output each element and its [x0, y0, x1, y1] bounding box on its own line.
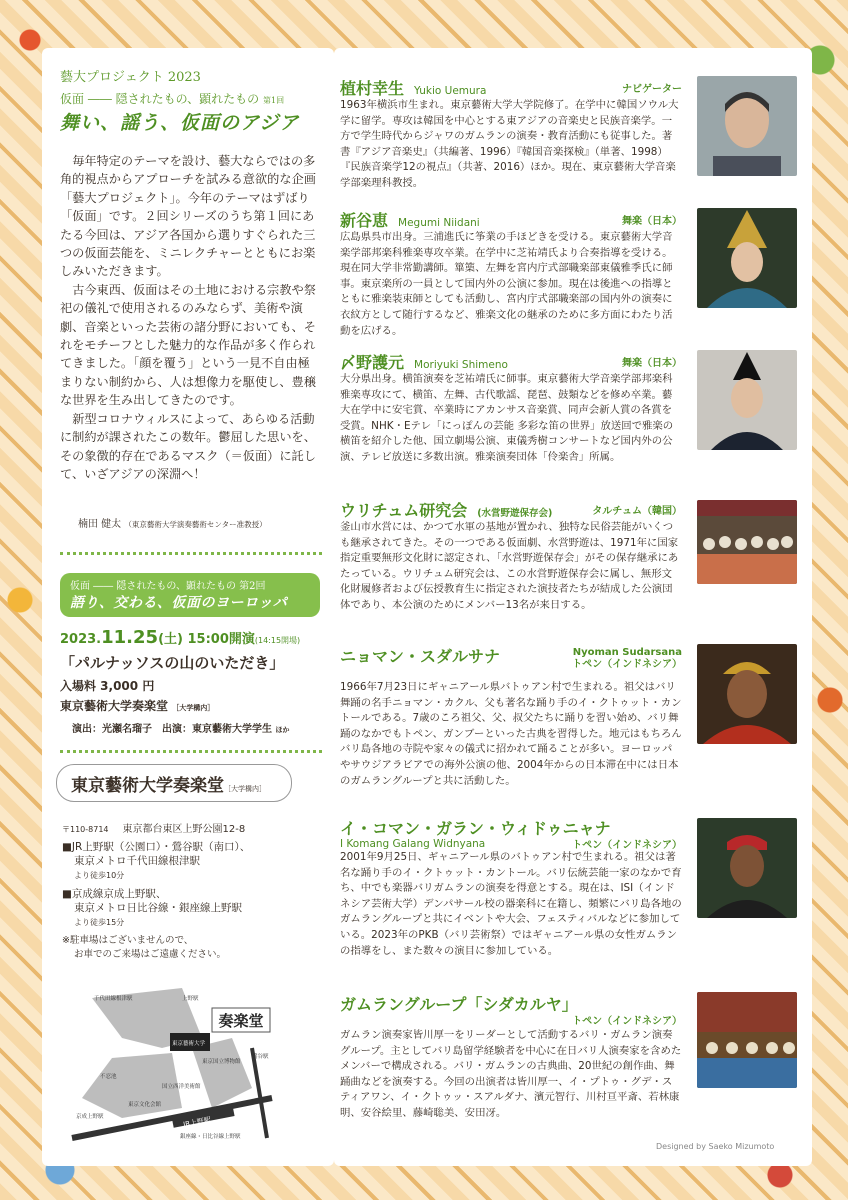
- intro-paragraph: 古今東西、仮面はその土地における宗教や祭祀の儀礼で使用されるのみならず、美術や演劇、音楽といった芸術の諸分野においても、それをモチーフとした魅力的な作品が多く作られてきました。「顔を覆う」という一見不自由極まりない制約から、人は想像力を駆使し、豊穣な世界を生み出してきたのです。: [60, 282, 316, 408]
- widnyana-photo: [697, 818, 797, 918]
- performer-shimeno: 〆野護元 Moriyuki Shimeno 舞楽（日本） 大分県出身。横笛演奏を芝祐靖氏に師事。東京藝術大学音楽学部邦楽科雅楽専攻にて、横笛、左舞、古代歌謡、琵琶、鼓類などを修め卒業。藝大在学中に安宅賞、卒業時にアカンサス音楽賞、同声会新人賞の各賞を受賞。NHK・Eテレ「にっぽんの芸能 多彩な笛の世界」放送回で雅楽の横笛を紹介した他、国立劇場公演、東儀秀樹コンサートなど国内外の公演、テレビ放送に多数出演。雅楽演奏団体「伶楽舎」所属。: [340, 353, 682, 463]
- performer-urichumu: ウリチュム研究会 (水営野遊保存会) タルチュム（韓国） 釜山市水営には、かつて水軍の基地が置かれ、独特な民俗芸能がいくつも継承されてきた。その一つである仮面劇、水営野遊は、1971年に国家指定重要無形文化財に認定され、「水営野遊保存会」がその保存継承にあたっている。ウリチュム研究会は、この水営野遊保存会に属し、無形文化財履修者および伝授教育生に指定された演技者たちが結成した公演団体であり、本公演のためにメンバー13名が来日する。: [340, 501, 682, 611]
- project-title: 藝大プロジェクト 2023: [60, 70, 201, 85]
- event-credits: 演出：光瀬名瑠子 出演：東京藝術大学学生 ほか: [72, 724, 290, 735]
- performer-widnyana: イ・コマン・ガラン・ウィドゥニャナ トペン（インドネシア） I Komang Galang Widnyana 2001年9月25日、ギャニアール県のバトゥアン村で生まれる。祖父は著名な踊り手のイ・クトゥット・カントール。バリ伝統芸能一家のなかで育ち、中でも楽器バリガムランの演奏を得意とする。現在は、ISI（インドネシア芸術大学）デンパサール校の器楽科に在籍し、頻繁にバリ島各地のガムラングループと共にイベントや大会、フェスティバルなどに参加している。2023年のPKB（バリ芸術祭）ではギャニアール県の女性ガムランの指導をし、また数々の演目に参加している。: [340, 819, 682, 957]
- map-label: 上野駅: [182, 996, 199, 1002]
- shimeno-photo: [697, 350, 797, 450]
- series-theme: 舞い、謡う、仮面のアジア: [60, 112, 300, 134]
- map-label: 銀座線・日比谷線上野駅: [180, 1134, 241, 1140]
- signature: 楠田 健太 （東京藝術大学演奏藝術センター准教授）: [78, 519, 267, 530]
- event-title: 「パルナッソスの山のいただき」: [60, 654, 285, 672]
- parking-note: ※駐車場はございませんので、 お車でのご来場はご遠慮ください。: [62, 935, 227, 960]
- event-venue: 東京藝術大学奏楽堂 ［大学構内］: [60, 699, 215, 713]
- sidakarya-photo: [697, 992, 797, 1088]
- venue-box: 東京藝術大学奏楽堂［大学構内］: [56, 764, 292, 802]
- event-fee: 入場料 3,000 円: [60, 679, 155, 693]
- series-subtitle: 仮面 ―― 隠されたもの、顕れたもの 第1回: [60, 92, 285, 106]
- access-info: [62, 840, 312, 962]
- next-event-banner: [60, 573, 320, 617]
- urichumu-photo: [697, 500, 797, 584]
- performer-sudarsana: ニョマン・スダルサナ Nyoman Sudarsana トペン（インドネシア） 1966年7月23日にギャニアール県バトゥアン村で生まれる。祖父はバリ舞踊の名手ニョマン・カクル、父も著名な踊り手のイ・クトゥット・カントールである。7歳のころ祖父、父、叔父たちに踊りを習い始め、バリ舞踊のなかでもトペン、ガンブーといった古典を習得した。地元はもちろんバリ島各地の寺院や家々の儀式に招かれて踊ることが多い。ヨーロッパやサウジアラビアでの海外公演の他、2004年からの日本滞在中には日本のガムラングループと共に活動した。: [340, 647, 682, 787]
- uemura-photo: [697, 76, 797, 176]
- performer-niidani: 新谷恵 Megumi Niidani 舞楽（日本） 広島県呉市出身。三浦進氏に筝業の手ほどきを受ける。東京藝術大学音楽学部邦楽科雅楽専攻卒業。在学中に芝祐靖氏より合奏指導を受ける。現在同大学非常勤講師。篳篥、左舞を宮内庁式部職楽部東儀雅季氏に師事。東京楽所の一員として国内外の公演に参加。現在は後進への指導とともに雅楽装束師としても活動し、宮内庁式部職楽部の国内外の演奏に衣紋方として随行するなど、雅楽文化の継承のために多方面にわたり活動を広げる。: [340, 211, 682, 337]
- access-item: ■京成線京成上野駅、 東京メトロ日比谷線・銀座線上野駅 より徒歩15分: [62, 888, 242, 927]
- map-label: 千代田線根津駅: [94, 996, 133, 1002]
- access-item: ■JR上野駅（公園口）・鶯谷駅（南口）、 東京メトロ千代田線根津駅 より徒歩10分: [62, 841, 251, 880]
- map-label: 国立西洋美術館: [162, 1084, 201, 1090]
- map-label: 東京文化会館: [128, 1102, 162, 1108]
- map-label: 不忍池: [100, 1074, 117, 1080]
- map-label: 東京国立博物館: [202, 1059, 241, 1065]
- niidani-photo: [697, 208, 797, 308]
- intro-paragraph: 毎年特定のテーマを設け、藝大ならではの多角的視点からアプローチを試みる意欲的な企画「藝大プロジェクト」。今年のテーマはずばり「仮面」です。２回シリーズのうち第１回にあたる今回は、アジア各国から選りすぐられた三つの仮面芸能を、ミニレクチャーとともにお楽しみいただきます。: [60, 154, 316, 279]
- design-credit: Designed by Saeko Mizumoto: [656, 1142, 775, 1151]
- next-theme: 語り、交わる、仮面のヨーロッパ: [70, 595, 288, 611]
- divider: [60, 552, 322, 555]
- map-label: 鶯谷駅: [252, 1054, 269, 1060]
- map-title: 奏楽堂: [218, 1012, 264, 1030]
- access-map: [62, 978, 292, 1148]
- performer-uemura: 植村幸生 Yukio Uemura ナビゲーター 1963年横浜市生まれ。東京藝術大学大学院修了。在学中に韓国ソウル大学に留学。専攻は韓国を中心とする東アジアの音楽史と民族音楽学。一方で学生時代からジャワのガムランの演奏・教育活動にも従事した。著書『アジア音楽史』（共編著、1996）『韓国音楽探検』（単著、1998）『民族音楽学12の視点』（共著、2016）ほか。現在、東京藝術大学音楽学部楽理科教授。: [340, 79, 682, 189]
- sudarsana-photo: [697, 644, 797, 744]
- map-label: 東京藝術大学: [172, 1041, 206, 1047]
- next-subtitle: 仮面 ―― 隠されたもの、顕れたもの 第2回: [70, 581, 266, 592]
- address: 〒110-8714 東京都台東区上野公園12-8: [62, 824, 246, 835]
- map-label: 京成上野駅: [76, 1114, 104, 1120]
- intro-text: [60, 152, 322, 483]
- event-date: 2023.11.25(土) 15:00開演(14:15開場): [60, 627, 301, 648]
- intro-paragraph: 新型コロナウィルスによって、あらゆる活動に制約が課されたこの数年。鬱屈した思いを、その象徴的存在であるマスク（＝仮面）に託して、いざアジアの深淵へ！: [60, 411, 316, 481]
- divider: [60, 750, 322, 753]
- performer-sidakarya: ガムラングループ「シダカルヤ」 トペン（インドネシア） ガムラン演奏家皆川厚一をリーダーとして活動するバリ・ガムラン演奏グループ。主としてバリ島留学経験者を中心に在日バリ人演奏家を含めたメンバーで構成される。バリ・ガムランの古典曲、20世紀の創作曲、舞踊曲などを演奏する。今回の出演者は皆川厚一、イ・プトゥ・グデ・スティアワン、イ・クトゥッ・スアルダナ、濱元智行、川村亘平斎、若林康明、安谷絵里、藤崎聡美、安田冴。: [340, 995, 682, 1119]
- map-station: JR上野駅: [182, 1115, 212, 1129]
